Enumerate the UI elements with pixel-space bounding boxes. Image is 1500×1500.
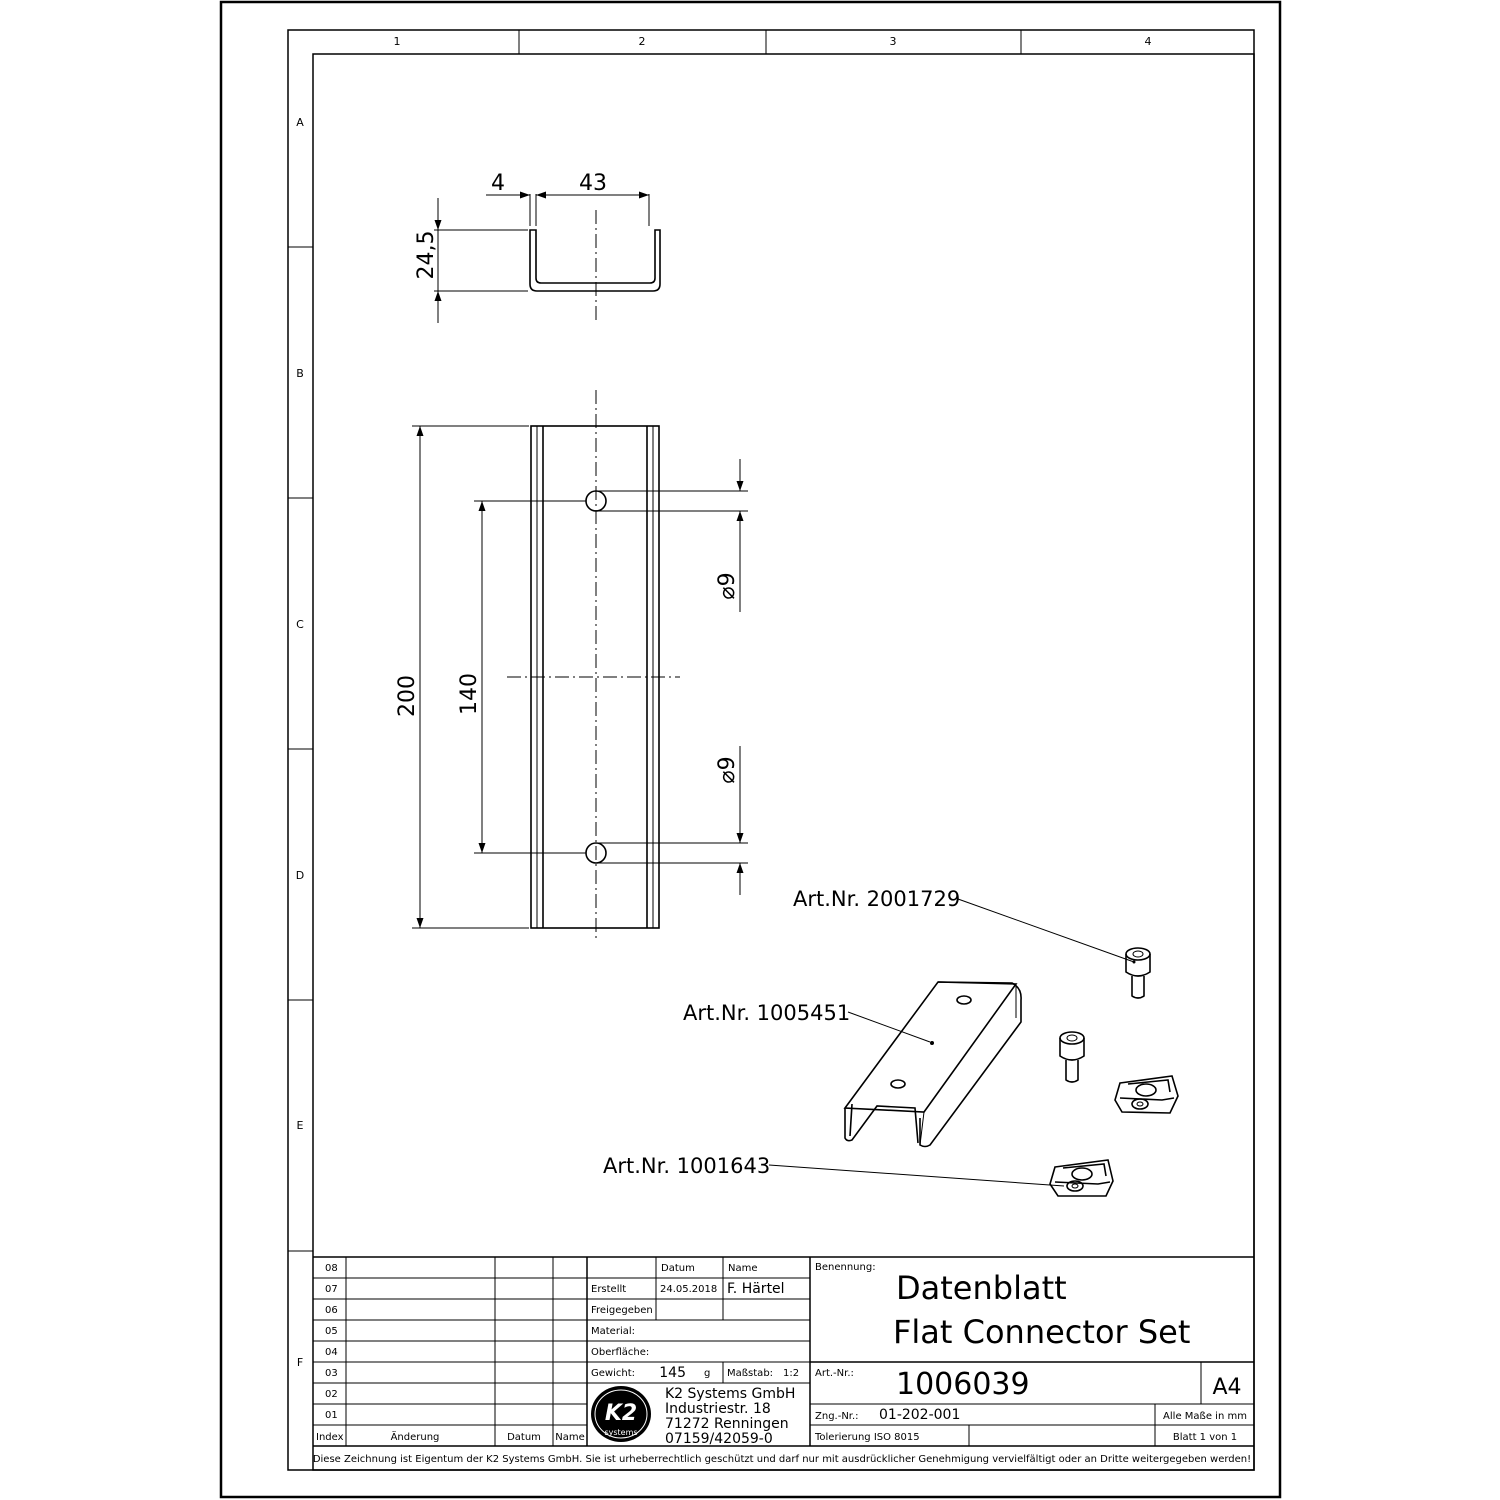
drawing-number: 01-202-001 <box>879 1407 961 1423</box>
logo-systems-text: systems <box>604 1428 638 1437</box>
company-name: K2 Systems GmbH <box>665 1386 796 1402</box>
column-label-2: 2 <box>638 35 646 48</box>
title-block <box>313 1257 1254 1465</box>
dim-length: 200 <box>395 675 420 717</box>
revision-index-04: 04 <box>325 1347 338 1358</box>
revision-index-01: 01 <box>325 1410 338 1421</box>
approval-col-date: Datum <box>661 1263 695 1274</box>
callout-clamp: Art.Nr. 1001643 <box>603 1154 771 1178</box>
dim-hole-top: ⌀9 <box>715 572 740 600</box>
created-label: Erstellt <box>591 1284 627 1295</box>
designation-label: Benennung: <box>815 1262 876 1273</box>
revision-index-05: 05 <box>325 1326 338 1337</box>
column-grid <box>394 30 1152 54</box>
plan-view <box>395 390 748 940</box>
dim-wall-thickness: 4 <box>491 171 505 196</box>
material-label: Material: <box>591 1326 635 1337</box>
revision-index-08: 08 <box>325 1263 338 1274</box>
row-label-f: F <box>296 1356 304 1369</box>
revision-header-change: Änderung <box>390 1432 440 1443</box>
row-grid <box>288 116 313 1369</box>
column-label-3: 3 <box>889 35 897 48</box>
revision-index-06: 06 <box>325 1305 338 1316</box>
section-view <box>414 171 660 323</box>
row-label-b: B <box>296 367 304 380</box>
column-label-4: 4 <box>1144 35 1152 48</box>
column-label-1: 1 <box>393 35 401 48</box>
company-street: Industriestr. 18 <box>665 1401 771 1417</box>
isometric-clamp-1 <box>1115 1076 1178 1113</box>
created-name: F. Härtel <box>727 1281 785 1297</box>
art-number-label: Art.-Nr.: <box>815 1368 854 1379</box>
company-city: 71272 Renningen <box>665 1416 789 1432</box>
art-number: 1006039 <box>896 1367 1030 1402</box>
paper-format: A4 <box>1212 1375 1242 1400</box>
weight-label: Gewicht: <box>591 1368 635 1379</box>
dim-hole-bottom: ⌀9 <box>715 756 740 784</box>
revision-header-date: Datum <box>507 1432 541 1443</box>
scale-label: Maßstab: <box>727 1368 774 1379</box>
revision-index-02: 02 <box>325 1389 338 1400</box>
callout-channel: Art.Nr. 1005451 <box>683 1001 851 1025</box>
approval-col-name: Name <box>728 1263 758 1274</box>
isometric-screw-2 <box>1060 1032 1084 1082</box>
isometric-clamp-2 <box>1050 1160 1113 1196</box>
revision-header-name: Name <box>555 1432 585 1443</box>
revision-index-07: 07 <box>325 1284 338 1295</box>
isometric-channel <box>845 982 1021 1147</box>
isometric-screw-1 <box>1126 948 1150 998</box>
title-line-1: Datenblatt <box>896 1269 1067 1307</box>
dim-inner-width: 43 <box>579 171 607 196</box>
sheet-number: Blatt 1 von 1 <box>1172 1432 1238 1443</box>
dim-hole-spacing: 140 <box>457 673 482 715</box>
revision-header-index: Index <box>316 1432 344 1443</box>
row-label-c: C <box>296 618 304 631</box>
surface-label: Oberfläche: <box>591 1347 650 1358</box>
revision-index-03: 03 <box>325 1368 338 1379</box>
weight-unit: g <box>704 1368 711 1379</box>
copyright-notice: Diese Zeichnung ist Eigentum der K2 Systems GmbH. Sie ist urheberrechtlich geschützt und darf nur mit ausdrücklicher Genehmigung vervielfältigt oder an Dritte weitergegeben werden! <box>312 1454 1252 1465</box>
tolerance-note: Tolerierung ISO 8015 <box>815 1432 920 1443</box>
company-phone: 07159/42059-0 <box>665 1431 773 1447</box>
weight-value: 145 <box>659 1365 686 1381</box>
logo-k2-text: K2 <box>604 1401 638 1426</box>
k2-logo <box>591 1386 651 1442</box>
row-label-e: E <box>296 1119 304 1132</box>
callouts <box>603 887 1136 1186</box>
row-label-d: D <box>295 869 305 882</box>
drawing-number-label: Zng.-Nr.: <box>815 1411 859 1422</box>
scale-value: 1:2 <box>783 1368 800 1379</box>
released-label: Freigegeben <box>591 1305 653 1316</box>
title-line-2: Flat Connector Set <box>893 1313 1191 1351</box>
created-date: 24.05.2018 <box>660 1284 718 1295</box>
callout-screw: Art.Nr. 2001729 <box>793 887 961 911</box>
units-note: Alle Maße in mm <box>1163 1411 1247 1422</box>
dim-height: 24,5 <box>414 230 439 280</box>
row-label-a: A <box>296 116 304 129</box>
